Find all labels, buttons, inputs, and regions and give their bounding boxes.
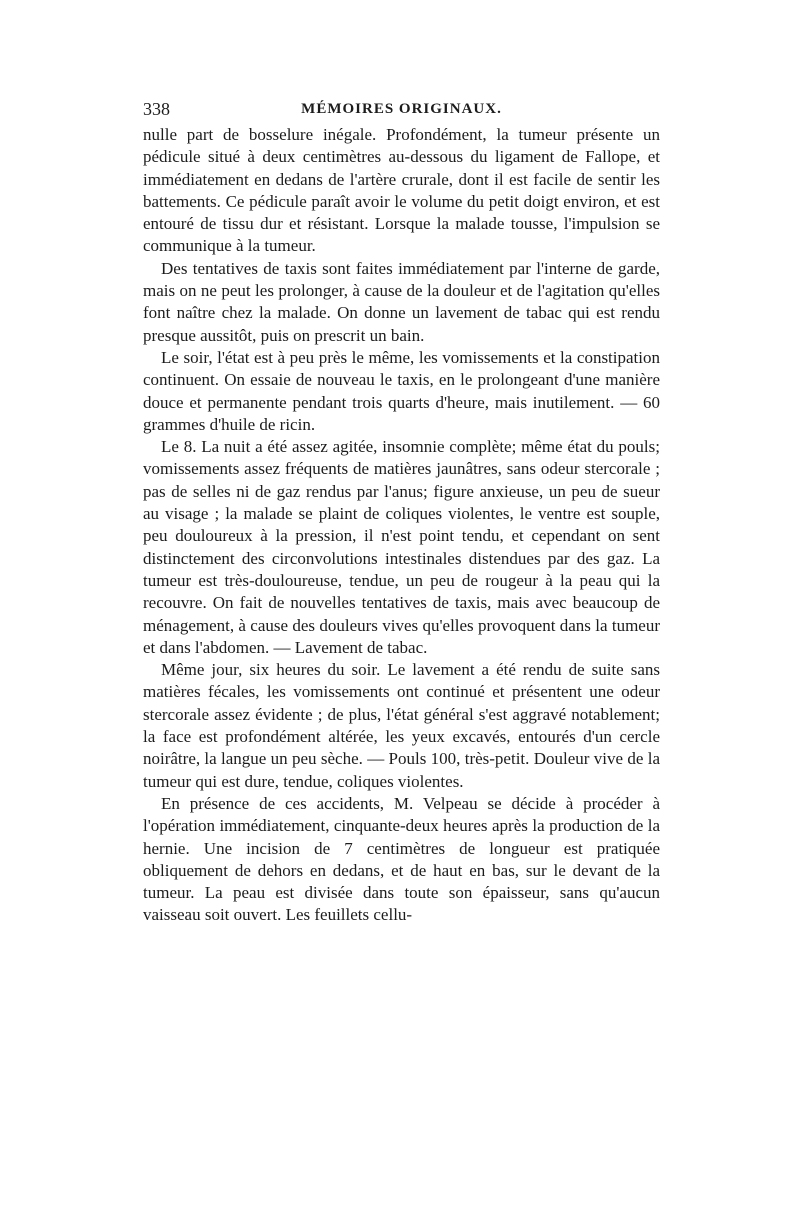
paragraph-6: En présence de ces accidents, M. Velpeau se décide à procéder à l'opération immédiatement, cinquante-deux heures après la production de la hernie. Une incision de 7 centimètres de longueur est pratiquée obliquement de dehors en dedans, et de haut en bas, sur le devant de la tumeur. La peau est divisée dans toute son épaisseur, sans qu'aucun vaisseau soit ouvert. Les feuillets cellu- (143, 793, 660, 925)
page-header (143, 94, 660, 124)
paragraph-2: Des tentatives de taxis sont faites immédiatement par l'interne de garde, mais on ne peut les prolonger, à cause de la douleur et de l'agitation qu'elles font naître chez la malade. On donne un lavement de tabac qui est rendu presque aussitôt, puis on prescrit un bain. (143, 258, 660, 345)
paragraph-5: Même jour, six heures du soir. Le lavement a été rendu de suite sans matières fécales, les vomissements ont continué et présentent une odeur stercorale assez évidente ; de plus, l'état général s'est aggravé notablement; la face est profondément altérée, les yeux excavés, entourés d'un cercle noirâtre, la langue un peu sèche. — Pouls 100, très-petit. Douleur vive de la tumeur qui est dure, tendue, coliques violentes. (143, 660, 660, 791)
paragraph-1: nulle part de bosselure inégale. Profondément, la tumeur présente un pédicule situé à deux centimètres au-dessous du ligament de Fallope, et immédiatement en dedans de l'artère crurale, dont il est facile de sentir les battements. Ce pédicule paraît avoir le volume du petit doigt environ, et est entouré de tissu dur et résistant. Lorsque la malade tousse, l'impulsion se communique à la tumeur. (143, 125, 660, 256)
page-number: 338 (143, 99, 170, 119)
paragraph-4: Le 8. La nuit a été assez agitée, insomnie complète; même état du pouls; vomissements assez fréquents de matières jaunâtres, sans odeur stercorale ; pas de selles ni de gaz rendus par l'anus; figure anxieuse, un peu de sueur au visage ; la malade se plaint de coliques violentes, le ventre est souple, peu douloureux à la pression, il n'est point tendu, et cependant on sent distinctement des circonvolutions intestinales distendues par des gaz. La tumeur est très-douloureuse, tendue, un peu de rougeur à la peau qui la recouvre. On fait de nouvelles tentatives de taxis, mais avec beaucoup de ménagement, à cause des douleurs vives qu'elles provoquent dans la tumeur et dans l'abdomen. — Lavement de tabac. (143, 437, 660, 657)
paragraph-3: Le soir, l'état est à peu près le même, les vomissements et la constipation continuent. On essaie de nouveau le taxis, en le prolongeant d'une manière douce et permanente pendant trois quarts d'heure, mais inutilement. — 60 grammes d'huile de ricin. (143, 347, 660, 434)
body-text (143, 124, 660, 927)
book-page (143, 94, 660, 927)
running-title: MÉMOIRES ORIGINAUX. (301, 101, 502, 117)
